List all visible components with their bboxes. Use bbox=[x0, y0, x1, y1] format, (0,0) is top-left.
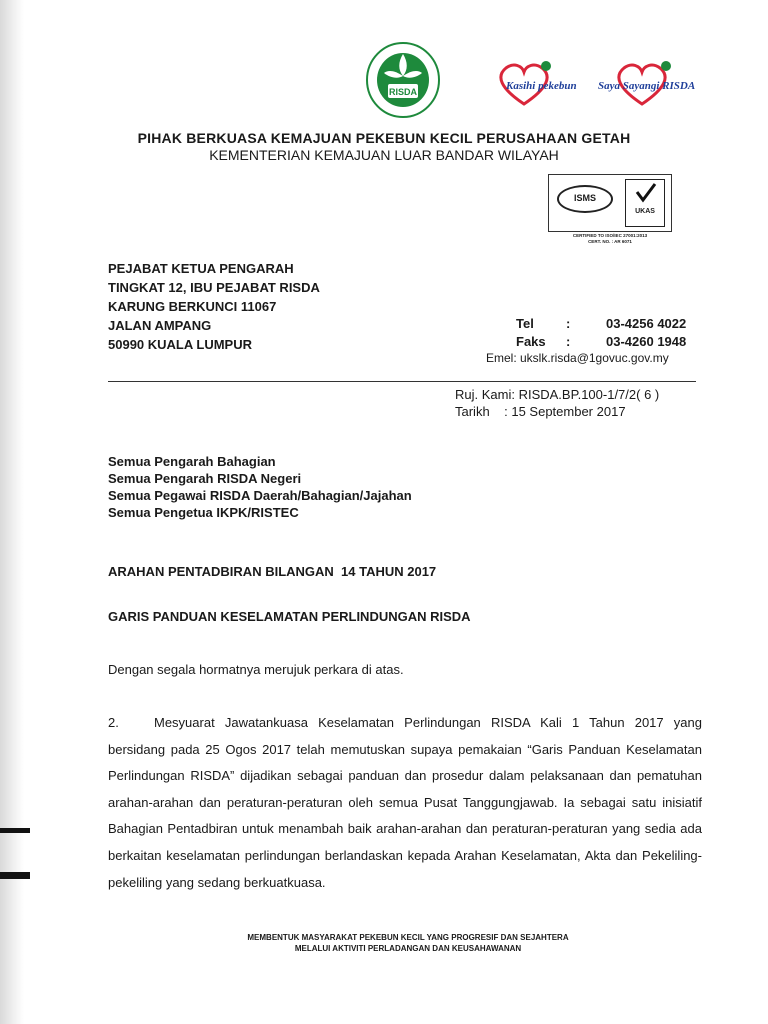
header-divider bbox=[108, 381, 696, 382]
address-line: 50990 KUALA LUMPUR bbox=[108, 337, 252, 352]
ukas-logo bbox=[625, 179, 665, 227]
recipient-item: Semua Pengarah RISDA Negeri bbox=[108, 471, 302, 486]
isms-logo: ISMS bbox=[557, 185, 613, 213]
recipients-list bbox=[108, 453, 412, 521]
address-line: JALAN AMPANG bbox=[108, 318, 212, 333]
contact-block bbox=[516, 316, 706, 352]
risda-seal-text: RISDA bbox=[388, 87, 418, 97]
address-line: PEJABAT KETUA PENGARAH bbox=[108, 261, 294, 276]
address-line: KARUNG BERKUNCI 11067 bbox=[108, 299, 277, 314]
paragraph-number: 2. bbox=[108, 715, 119, 730]
slogan-kasihi-pekebun: Kasihi pekebun bbox=[506, 80, 577, 92]
subject-title: GARIS PANDUAN KESELAMATAN PERLINDUNGAN RISDA bbox=[108, 609, 471, 624]
directive-title: ARAHAN PENTADBIRAN BILANGAN 14 TAHUN 2017 bbox=[108, 564, 437, 579]
slogan-saya-sayangi-risda: Saya Sayangi RISDA bbox=[598, 80, 696, 92]
certification-note bbox=[548, 233, 672, 245]
letter-date: Tarikh : 15 September 2017 bbox=[455, 404, 626, 419]
fax-separator: : bbox=[566, 334, 571, 349]
recipient-item: Semua Pegawai RISDA Daerah/Bahagian/Jajahan bbox=[108, 488, 412, 503]
address-line: TINGKAT 12, IBU PEJABAT RISDA bbox=[108, 280, 320, 295]
paragraph-text: Mesyuarat Jawatankuasa Keselamatan Perlindungan RISDA Kali 1 Tahun 2017 yang bersidang pada 25 Ogos 2017 telah memutuskan supaya pemakaian “Garis Panduan Keselamatan Perlindungan RISDA” dijadikan sebagai panduan dan prosedur dalam pelaksanaan dan pematuhan arahan-arahan dan peraturan-peraturan oleh semua Pusat Tanggungjawab. Ia sebagai satu inisiatif Bahagian Pentadbiran untuk menambah baik arahan-arahan dan peraturan-peraturan yang sedia ada berkaitan keselamatan perlindungan berlandaskan kepada Arahan Keselamatan, Akta dan Pekeliling-pekeliling yang sedang berkuatkuasa. bbox=[108, 715, 702, 890]
fax-label: Faks bbox=[516, 334, 546, 349]
scan-edge-mark bbox=[0, 828, 30, 833]
scan-edge-mark bbox=[0, 872, 30, 879]
ministry-name: KEMENTERIAN KEMAJUAN LUAR BANDAR WILAYAH bbox=[209, 147, 559, 163]
certification-box bbox=[548, 174, 672, 232]
agency-heading bbox=[0, 130, 768, 163]
footer-motto bbox=[0, 932, 768, 954]
email-address: Emel: ukslk.risda@1govuc.gov.my bbox=[486, 351, 669, 365]
fax-value: 03-4260 1948 bbox=[606, 334, 687, 349]
greeting-line: Dengan segala hormatnya merujuk perkara di atas. bbox=[108, 662, 404, 677]
paragraph-2 bbox=[108, 710, 702, 896]
recipient-item: Semua Pengetua IKPK/RISTEC bbox=[108, 505, 299, 520]
agency-name: PIHAK BERKUASA KEMAJUAN PEKEBUN KECIL PERUSAHAAN GETAH bbox=[137, 130, 631, 146]
cert-number: CERT. NO. : AR 6071 bbox=[588, 239, 632, 244]
sender-address bbox=[108, 259, 320, 354]
reference-number: Ruj. Kami: RISDA.BP.100-1/7/2( 6 ) bbox=[455, 387, 660, 402]
tel-value: 03-4256 4022 bbox=[606, 316, 687, 331]
recipient-item: Semua Pengarah Bahagian bbox=[108, 454, 276, 469]
motto-line-1: MEMBENTUK MASYARAKAT PEKEBUN KECIL YANG PROGRESIF DAN SEJAHTERA bbox=[247, 933, 569, 942]
tel-label: Tel bbox=[516, 316, 534, 331]
ukas-label: UKAS bbox=[635, 208, 655, 215]
motto-line-2: MELALUI AKTIVITI PERLADANGAN DAN KEUSAHAWANAN bbox=[294, 944, 522, 953]
tel-separator: : bbox=[566, 316, 571, 331]
reference-block bbox=[455, 386, 659, 420]
fax-row bbox=[516, 334, 706, 352]
tel-row bbox=[516, 316, 706, 334]
risda-logo bbox=[358, 40, 448, 125]
cert-standard: CERTIFIED TO ISO/IEC 27001:2013 bbox=[572, 233, 648, 238]
